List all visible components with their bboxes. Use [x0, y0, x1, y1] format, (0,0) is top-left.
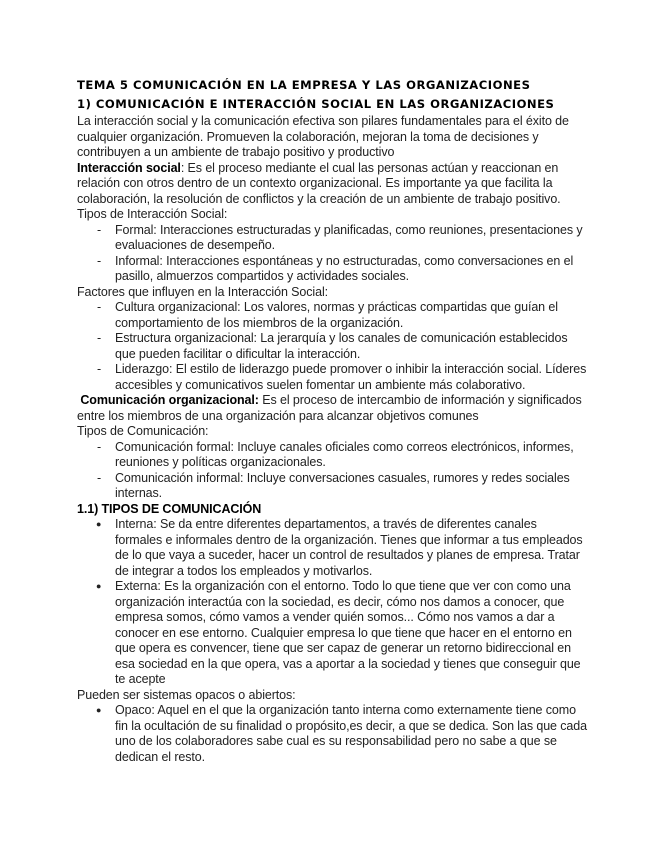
comunicacion-organizacional-definition: Es el proceso de intercambio de información y significados entre los miembros de una organización para alcanzar objetivos comunes	[77, 393, 582, 423]
tipos-comunicacion-bullets	[77, 517, 587, 688]
comunicacion-organizacional-term: Comunicación organizacional:	[80, 393, 259, 407]
list-item: - Informal: Interacciones espontáneas y no estructuradas, como conversaciones en el pasillo, almuerzos compartidos y actividades sociales.	[77, 254, 587, 285]
list-item: ● Externa: Es la organización con el entorno. Todo lo que tiene que ver con como una organización interactúa con la sociedad, es decir, cómo nos damos a conocer, que empresa somos, cómo vamos a vender quién somos... Cómo nos vamos a dar a conocer en ese entorno. Cualquier empresa lo que tiene que hacer en el entorno en que opera es convencer, tiene que ser capaz de generar un retorno bidireccional en esa sociedad en la que opera, vas a aportar a la sociedad y tienes que conseguir que te acepte	[77, 579, 587, 688]
tipos-interaccion-list	[77, 223, 587, 285]
tipos-comunicacion-label: Tipos de Comunicación:	[77, 424, 209, 438]
section-1-intro: La interacción social y la comunicación efectiva son pilares fundamentales para el éxito de cualquier organización. Promueven la colaboración, mejoran la toma de decisiones y contribuyen a un ambiente de trabajo positivo y productivo	[77, 114, 569, 159]
section-1-1-heading: 1.1) TIPOS DE COMUNICACIÓN	[77, 501, 262, 516]
list-item: - Comunicación informal: Incluye conversaciones casuales, rumores y redes sociales internas.	[77, 471, 587, 502]
list-item: ● Interna: Se da entre diferentes departamentos, a través de diferentes canales formales e informales dentro de la organización. Tienes que informar a tus empleados de lo que vaya a suceder, hacer un control de resultados y planes de empresa. Tratar de integrar a todos los empleados y motivarlos.	[77, 517, 587, 579]
list-item: - Formal: Interacciones estructuradas y planificadas, como reuniones, presentaciones y evaluaciones de desempeño.	[77, 223, 587, 254]
interaccion-social-term: Interacción social	[77, 160, 181, 175]
list-item: - Estructura organizacional: La jerarquía y los canales de comunicación establecidos que pueden facilitar o dificultar la interacción.	[77, 331, 587, 362]
list-item: - Liderazgo: El estilo de liderazgo puede promover o inhibir la interacción social. Líderes accesibles y comunicativos suelen fomentar un ambiente más colaborativo.	[77, 362, 587, 393]
sistemas-list	[77, 703, 587, 765]
interaccion-social-paragraph	[77, 161, 587, 208]
factores-list	[77, 300, 587, 393]
list-item: - Cultura organizacional: Los valores, normas y prácticas compartidas que guían el comportamiento de los miembros de la organización.	[77, 300, 587, 331]
section-1-heading: 1) COMUNICACIÓN E INTERACCIÓN SOCIAL EN LAS ORGANIZACIONES	[77, 97, 555, 111]
document-title: TEMA 5 COMUNICACIÓN EN LA EMPRESA Y LAS ORGANIZACIONES	[77, 78, 531, 92]
document-content	[77, 76, 587, 765]
list-item: ● Opaco: Aquel en el que la organización tanto interna como externamente tiene como fin la ocultación de su finalidad o propósito,es decir, a que se dedica. Son las que cada uno de los colaboradores sabe cual es su responsabilidad pero no sabe a que se dedican el resto.	[77, 703, 587, 765]
sistemas-label: Pueden ser sistemas opacos o abiertos:	[77, 687, 296, 702]
tipos-comunicacion-list	[77, 440, 587, 502]
tipos-interaccion-label: Tipos de Interacción Social:	[77, 207, 228, 221]
factores-label: Factores que influyen en la Interacción Social:	[77, 284, 329, 299]
comunicacion-organizacional-paragraph	[77, 393, 587, 424]
list-item: - Comunicación formal: Incluye canales oficiales como correos electrónicos, informes, reuniones y políticas organizacionales.	[77, 440, 587, 471]
interaccion-social-definition: : Es el proceso mediante el cual las personas actúan y reaccionan en relación con otros dentro de un contexto organizacional. Es importante ya que facilita la colaboración, la resolución de conflictos y la creación de un ambiente de trabajo positivo.	[77, 160, 561, 206]
